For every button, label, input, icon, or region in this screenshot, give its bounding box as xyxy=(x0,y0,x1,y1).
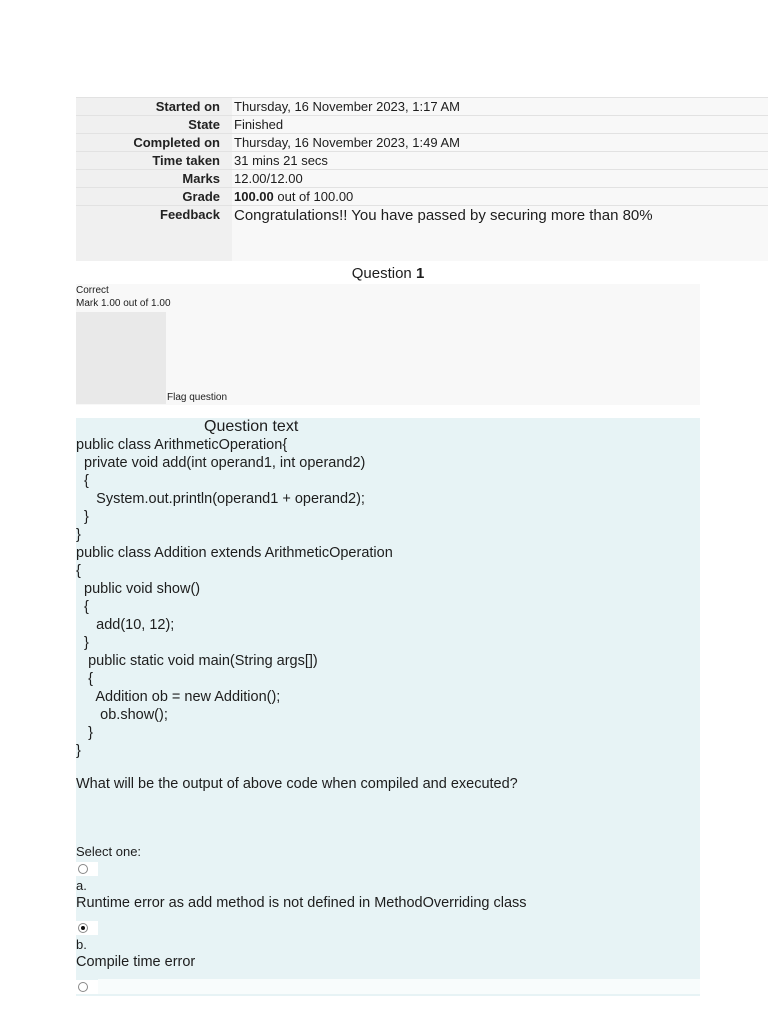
summary-row xyxy=(76,152,768,170)
code-line: public static void main(String args[]) xyxy=(76,653,318,669)
radio-unchecked-icon xyxy=(78,864,88,874)
flag-icon[interactable] xyxy=(76,312,166,404)
question-grade: Mark 1.00 out of 1.00 xyxy=(76,298,171,309)
code-line: } xyxy=(76,743,81,759)
code-line: { xyxy=(76,563,81,579)
question-content xyxy=(76,418,700,996)
summary-row xyxy=(76,134,768,152)
summary-value: Finished xyxy=(232,116,768,134)
code-line: public class ArithmeticOperation{ xyxy=(76,437,288,453)
summary-row xyxy=(76,170,768,188)
code-line: { xyxy=(76,671,93,687)
option-b-text[interactable]: Compile time error xyxy=(76,954,196,970)
option-c-radio[interactable] xyxy=(76,980,98,994)
question-number: 1 xyxy=(415,265,425,282)
question-prompt: What will be the output of above code when compiled and executed? xyxy=(76,776,518,792)
option-b-letter: b. xyxy=(76,937,87,952)
code-line: public class Addition extends ArithmeticOperation xyxy=(76,545,393,561)
code-line: public void show() xyxy=(76,581,201,597)
code-line: ob.show(); xyxy=(76,707,168,723)
select-one-label: Select one: xyxy=(76,844,142,859)
code-line: Addition ob = new Addition(); xyxy=(76,689,281,705)
flag-question-link[interactable]: Flag question xyxy=(167,392,228,403)
feedback-value: Congratulations!! You have passed by securing more than 80% xyxy=(232,206,768,262)
summary-row xyxy=(76,98,768,116)
grade-label: Grade xyxy=(76,188,232,206)
option-a-radio[interactable] xyxy=(76,862,98,876)
radio-checked-icon xyxy=(78,923,88,933)
code-line: private void add(int operand1, int operand2) xyxy=(76,455,366,471)
summary-row-feedback xyxy=(76,206,768,262)
question-state: Correct xyxy=(76,285,109,296)
grade-value xyxy=(232,188,768,206)
code-line: } xyxy=(76,725,93,741)
feedback-label: Feedback xyxy=(76,206,232,262)
summary-value: Thursday, 16 November 2023, 1:49 AM xyxy=(232,134,768,152)
code-line: } xyxy=(76,635,89,651)
code-line: System.out.println(operand1 + operand2); xyxy=(76,491,365,507)
summary-label: Started on xyxy=(76,98,232,116)
summary-row-grade xyxy=(76,188,768,206)
summary-value: 31 mins 21 secs xyxy=(232,152,768,170)
summary-label: State xyxy=(76,116,232,134)
question-text-title: Question text xyxy=(204,418,299,435)
question-heading xyxy=(76,265,700,285)
option-c-row xyxy=(98,979,700,994)
option-b-radio[interactable] xyxy=(76,921,98,935)
summary-value: 12.00/12.00 xyxy=(232,170,768,188)
option-a-letter: a. xyxy=(76,878,87,893)
code-line: { xyxy=(76,599,89,615)
code-line: add(10, 12); xyxy=(76,617,175,633)
radio-unchecked-icon xyxy=(78,982,88,992)
grade-out-of: out of 100.00 xyxy=(273,189,354,204)
summary-label: Completed on xyxy=(76,134,232,152)
summary-row xyxy=(76,116,768,134)
code-line: { xyxy=(76,473,89,489)
code-line: } xyxy=(76,509,89,525)
summary-label: Marks xyxy=(76,170,232,188)
question-heading-prefix: Question xyxy=(351,265,416,282)
option-a-text[interactable]: Runtime error as add method is not defined in MethodOverriding class xyxy=(76,895,527,911)
summary-value: Thursday, 16 November 2023, 1:17 AM xyxy=(232,98,768,116)
grade-score: 100.00 xyxy=(234,189,274,204)
quiz-summary-table xyxy=(76,97,768,261)
question-info-panel xyxy=(76,284,700,405)
summary-label: Time taken xyxy=(76,152,232,170)
code-line: } xyxy=(76,527,81,543)
